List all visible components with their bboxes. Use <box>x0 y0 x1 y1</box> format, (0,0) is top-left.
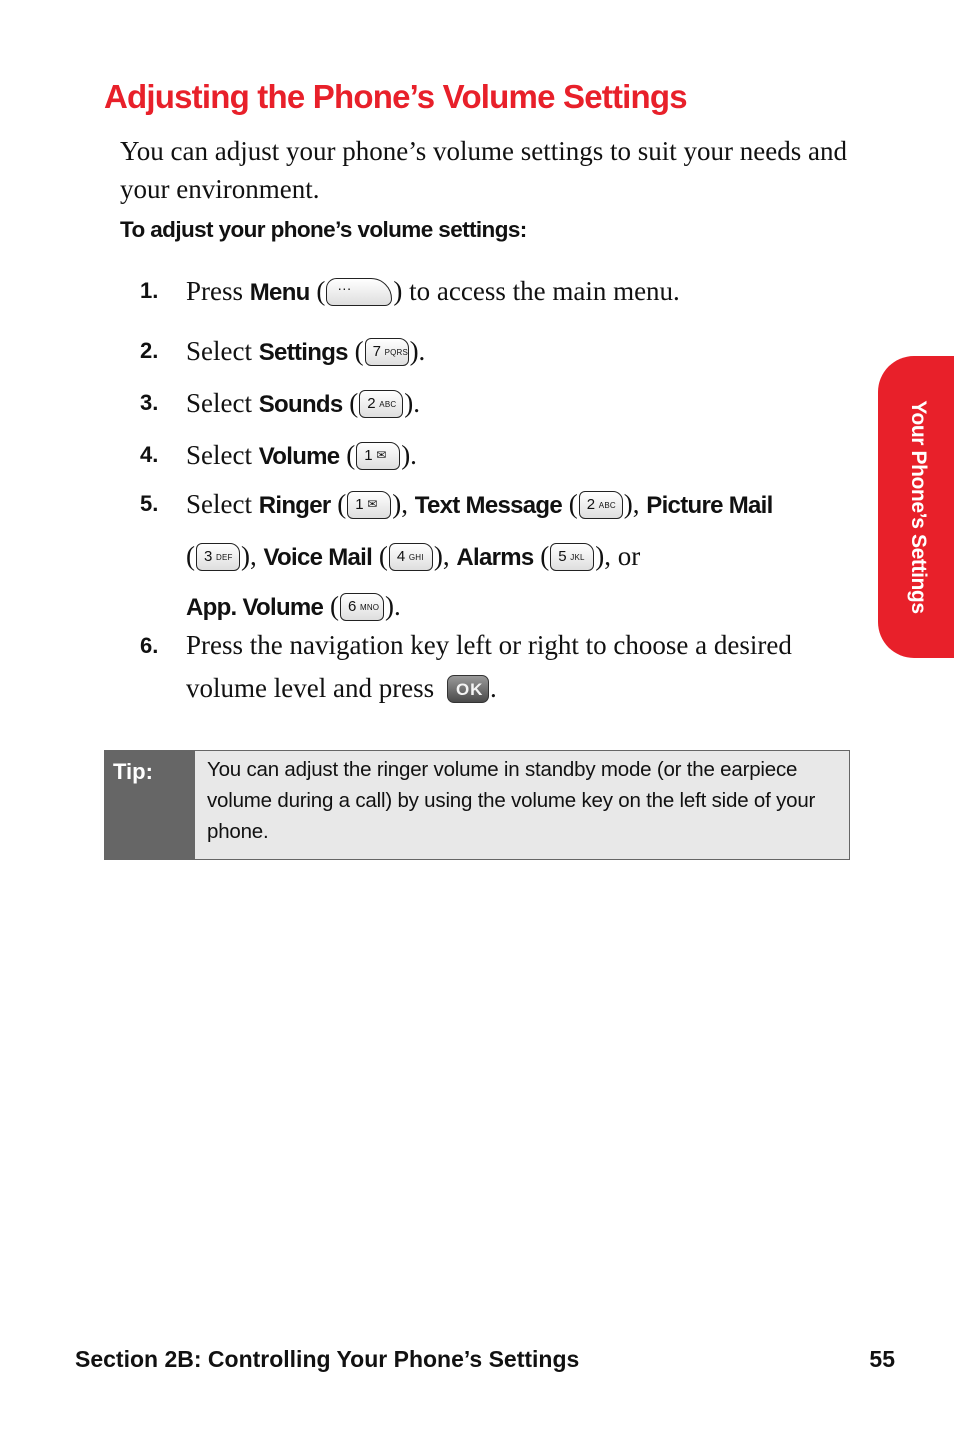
step-4: 4. Select Volume ( 1 ✉ ). <box>140 431 840 481</box>
volume-term: Volume <box>258 443 340 470</box>
key-letters: ABC <box>598 500 616 510</box>
key-2-icon <box>359 390 403 418</box>
key-4-icon <box>389 543 433 571</box>
procedure-heading: To adjust your phone’s volume settings: <box>120 217 527 242</box>
page-number: 55 <box>869 1346 895 1372</box>
step-number: 2. <box>140 338 159 363</box>
app-volume-term: App. Volume <box>186 594 324 621</box>
key-7-icon <box>365 338 409 366</box>
ok-key-icon <box>447 675 489 703</box>
step-text: to access the main menu. <box>409 276 680 306</box>
footer-section: Section 2B: Controlling Your Phone’s Settings <box>75 1346 580 1372</box>
key-letters: JKL <box>570 552 585 562</box>
settings-term: Settings <box>258 339 348 366</box>
step-word: Press <box>186 276 244 306</box>
step-2: 2. Select Settings ( 7 PQRS ). <box>140 327 840 377</box>
step-1: 1. Press Menu ( ··· ) to access the main menu. <box>140 267 840 317</box>
tip-label: Tip: <box>105 751 195 859</box>
key-6-icon <box>340 593 384 621</box>
section-side-tab <box>878 356 954 658</box>
key-digit: 3 <box>204 547 213 565</box>
key-letters: ABC <box>379 399 397 409</box>
intro-paragraph: You can adjust your phone’s volume settings to suit your needs and your environment. <box>120 136 847 204</box>
step-word: Select <box>186 489 252 519</box>
key-5-icon <box>550 543 594 571</box>
key-3-icon <box>196 543 240 571</box>
key-2-icon <box>579 491 623 519</box>
key-digit: 7 <box>372 342 381 360</box>
key-digit: 1 <box>364 446 373 464</box>
menu-softkey-icon <box>326 278 392 306</box>
step-number: 3. <box>140 390 159 415</box>
side-tab-label: Your Phone’s Settings <box>907 400 930 614</box>
page-title: Adjusting the Phone’s Volume Settings <box>104 78 687 115</box>
step-number: 1. <box>140 278 159 303</box>
menu-glyph: ··· <box>337 279 352 296</box>
key-digit: 2 <box>367 394 376 412</box>
key-digit: 4 <box>396 547 406 565</box>
step-word: Select <box>186 388 252 418</box>
ringer-term: Ringer <box>258 492 331 519</box>
step-6: 6. Press the navigation key left or right to choose a desired volume level and press OK . <box>140 624 840 710</box>
step-word: or <box>617 541 641 571</box>
page-footer <box>75 1346 895 1373</box>
key-letters: MNO <box>359 602 380 612</box>
key-1-voicemail-icon <box>356 442 400 470</box>
key-letters: GHI <box>408 552 424 562</box>
key-letters: DEF <box>216 552 233 562</box>
step-3: 3. Select Sounds ( 2 ABC ). <box>140 379 840 429</box>
key-letters: PQRS <box>384 347 409 357</box>
key-digit: 1 <box>355 495 364 513</box>
text-message-term: Text Message <box>414 492 563 519</box>
alarms-term: Alarms <box>456 544 534 571</box>
step-number: 5. <box>140 491 159 516</box>
key-digit: 2 <box>586 495 596 513</box>
step-5: 5. Select Ringer ( 1 ✉ ), Text Message ( 2 ABC ), Picture Mail ( 3 DEF ), Voice Mail ( 4 GHI ), Alarms ( 5 JKL ), or App. Volume ( 6 MNO ). <box>140 480 840 632</box>
tip-text: You can adjust the ringer volume in standby mode (or the earpiece volume during a call) by using the volume key on the left side of your phone. <box>195 751 849 859</box>
key-digit: 6 <box>347 597 357 615</box>
key-digit: 5 <box>558 547 567 565</box>
ok-glyph: OK <box>455 679 484 699</box>
step-word: Select <box>186 336 252 366</box>
key-letters: ✉ <box>376 447 387 462</box>
step-text: Press the navigation key left or right to choose a desired volume level and press <box>186 630 792 703</box>
menu-term: Menu <box>249 279 310 306</box>
step-number: 6. <box>140 633 159 658</box>
voice-mail-term: Voice Mail <box>263 544 373 571</box>
sounds-term: Sounds <box>258 391 343 418</box>
step-number: 4. <box>140 442 159 467</box>
tip-box <box>104 750 850 860</box>
key-letters: ✉ <box>367 496 378 511</box>
key-1-voicemail-icon <box>347 491 391 519</box>
step-word: Select <box>186 440 252 470</box>
picture-mail-term: Picture Mail <box>646 492 773 519</box>
